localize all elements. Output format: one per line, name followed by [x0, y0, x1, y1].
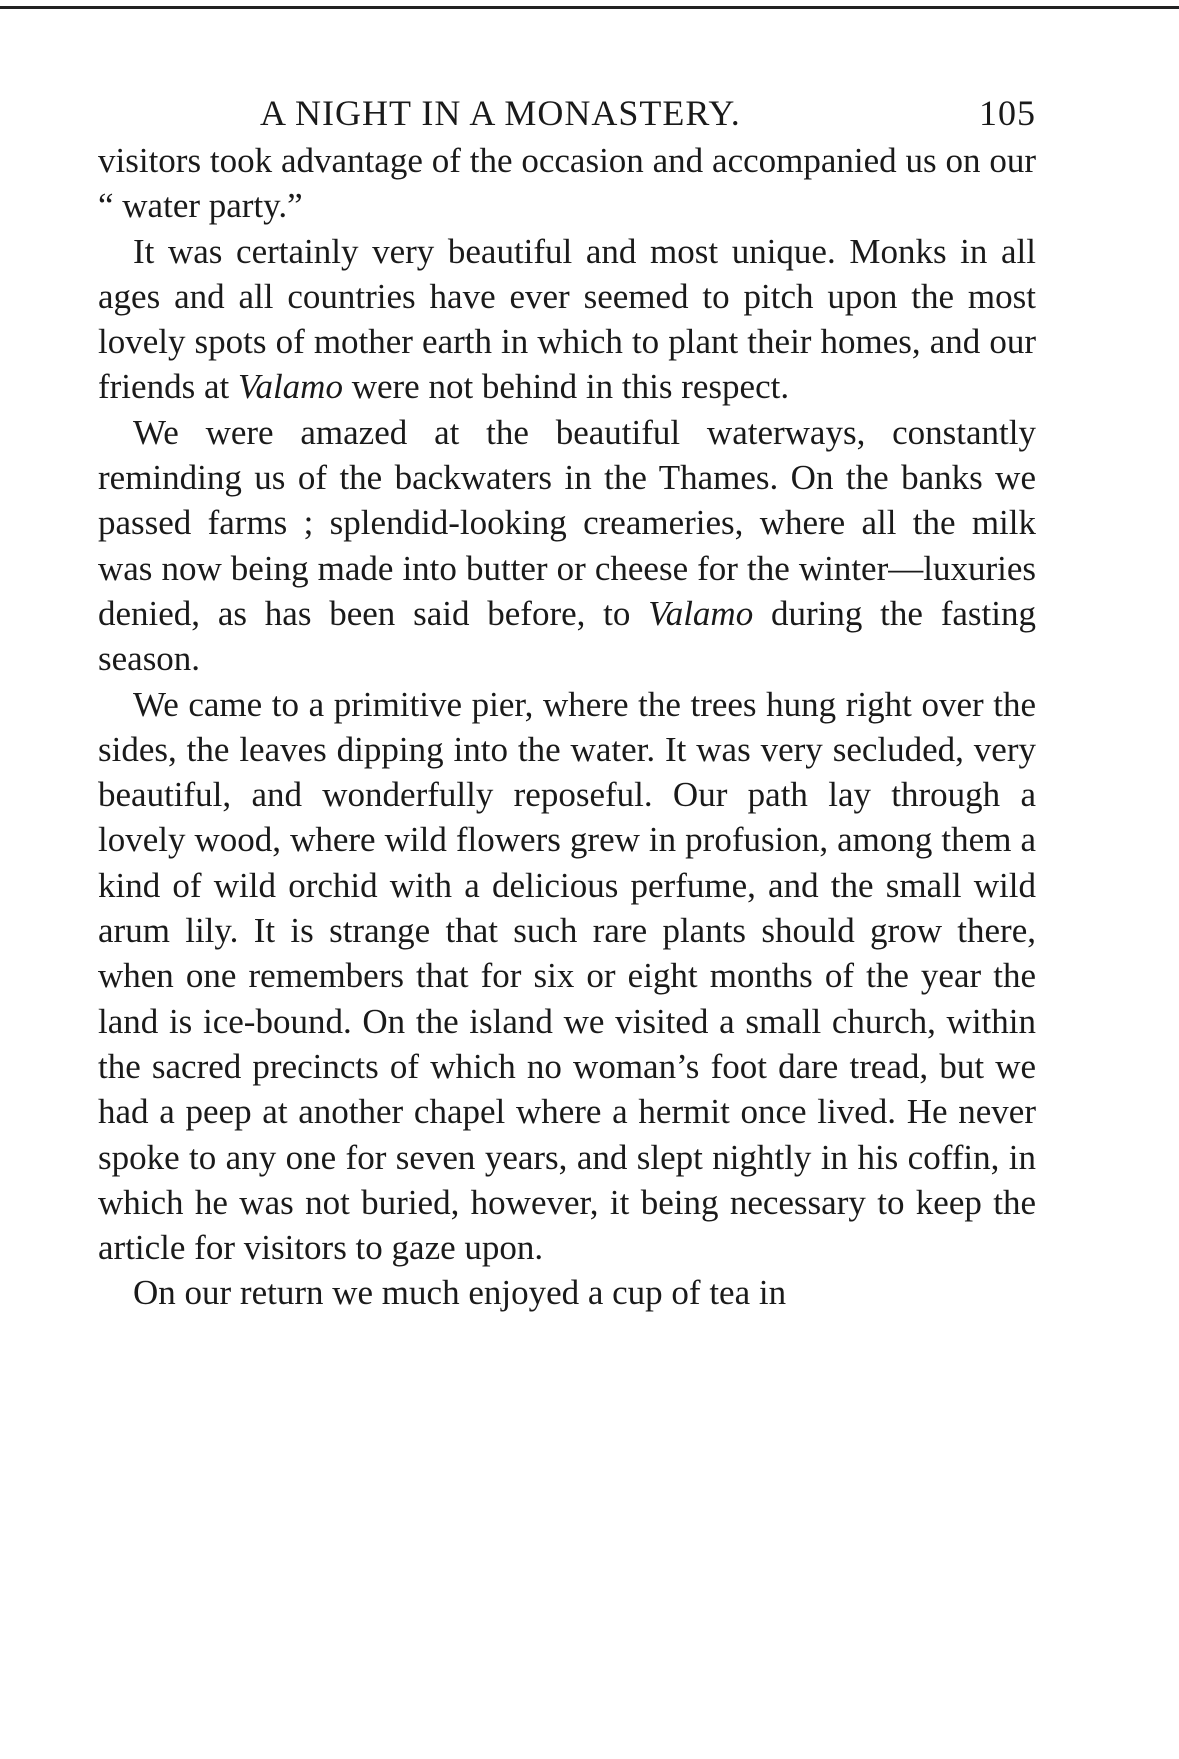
place-name-valamo: Valamo	[237, 367, 343, 407]
paragraph-4: We came to a primitive pier, where the trees hung right over the sides, the leaves dipping into the water. It was very secluded, very beautiful, and wonderfully reposeful. Our path lay through a lovely wood, where wild flowers grew in profusion, among them a kind of wild orchid with a delicious perfume, and the small wild arum lily. It is strange that such rare plants should grow there, when one remembers that for six or eight months of the year the land is ice-bound. On the island we visited a small church, within the sacred precincts of which no woman’s foot dare tread, but we had a peep at another chapel where a hermit once lived. He never spoke to any one for seven years, and slept nightly in his coffin, in which he was not buried, however, it being necessary to keep the article for visitors to gaze upon.	[98, 684, 1036, 1268]
paragraph-2: It was certainly very beautiful and most unique. Monks in all ages and all countries have ever seemed to pitch upon the most lovely spots of mother earth in which to plant their homes, and our friends at Valamo were not behind in this respect.	[98, 231, 1036, 407]
paragraph-5: On our return we much enjoyed a cup of tea in	[133, 1273, 787, 1313]
running-head	[98, 88, 1036, 138]
paragraph-1: visitors took advantage of the occasion and accompanied us on our “ water party.”	[98, 141, 1036, 226]
top-rule	[0, 6, 1179, 9]
running-title: A NIGHT IN A MONASTERY.	[260, 93, 741, 133]
page-number: 105	[979, 93, 1036, 133]
paragraph-3: We were amazed at the beautiful waterways, constantly reminding us of the backwaters in the Thames. On the banks we passed farms ; splendid-looking creameries, where all the milk was now being made into butter or cheese for the winter—luxuries denied, as has been said before, to Valamo during the fasting season.	[98, 412, 1036, 679]
body-text	[98, 138, 1036, 1316]
place-name-valamo: Valamo	[648, 593, 754, 633]
book-page	[98, 88, 1036, 1316]
